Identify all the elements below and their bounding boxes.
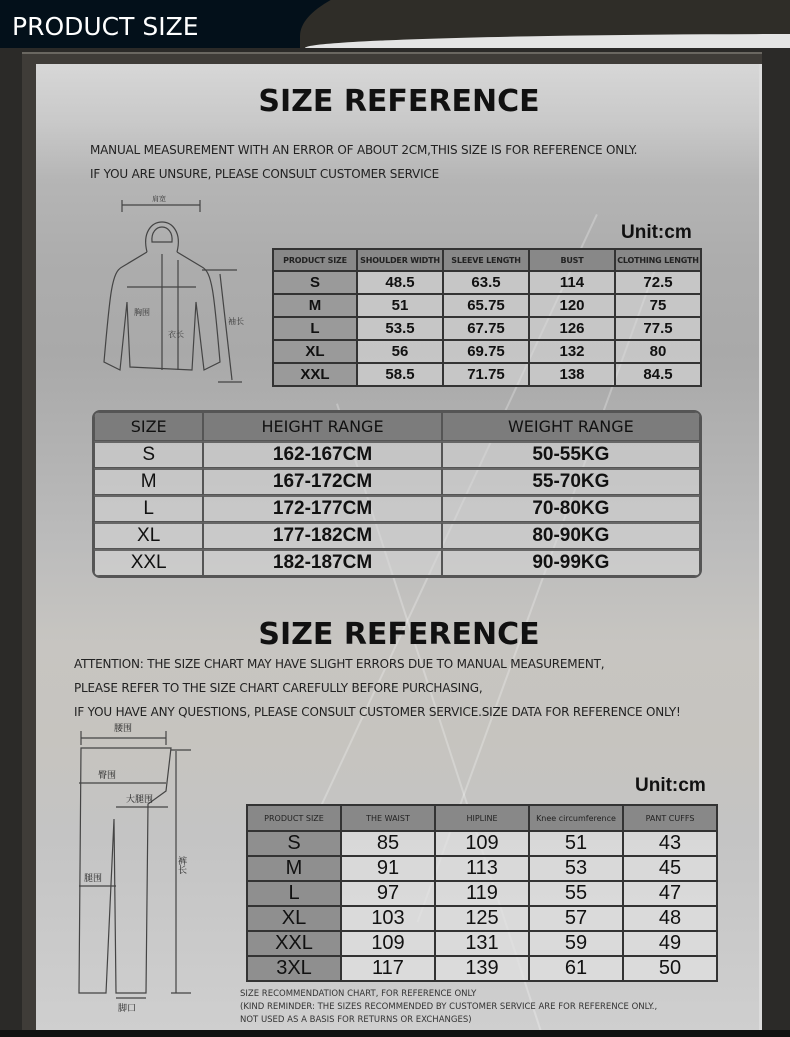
sleeve-cell: 69.75 [443,340,529,363]
table-row [273,294,701,317]
size-cell: 3XL [247,956,341,981]
page-header [0,0,790,48]
size-cell: L [94,495,203,522]
knee-cell: 59 [529,931,623,956]
column-header: CLOTHING LENGTH [615,249,701,271]
table-row [247,881,717,906]
size-cell: S [273,271,357,294]
sleeve-cell: 63.5 [443,271,529,294]
table-header-row [94,412,700,441]
cuff-label: 脚口 [118,1003,137,1013]
pants-section-title: SIZE REFERENCE [258,617,540,652]
cuff-cell: 48 [623,906,717,931]
hip-label: 臀围 [98,770,117,780]
size-cell: L [273,317,357,340]
bust-cell: 126 [529,317,615,340]
table-row [273,271,701,294]
table-row [94,549,700,576]
size-cell: M [273,294,357,317]
table-header-row [247,805,717,831]
sleeve-cell: 71.75 [443,363,529,386]
jacket-unit-label: Unit:cm [621,222,692,243]
length-cell: 77.5 [615,317,701,340]
height-cell: 167-172CM [203,468,441,495]
size-cell: S [94,441,203,468]
jacket-size-table [272,248,702,387]
size-cell: M [247,856,341,881]
height-cell: 177-182CM [203,522,441,549]
weight-cell: 50-55KG [442,441,700,468]
table-row [94,495,700,522]
footer-note-2: (KIND REMINDER: THE SIZES RECOMMENDED BY CUSTOMER SERVICE ARE FOR REFERENCE ONLY., [240,1002,658,1012]
bust-cell: 114 [529,271,615,294]
pants-measurement-diagram [76,721,216,1021]
waist-cell: 109 [341,931,435,956]
length-label: 裤长 [177,856,187,874]
knee-cell: 57 [529,906,623,931]
sleeve-cell: 65.75 [443,294,529,317]
cuff-cell: 49 [623,931,717,956]
jacket-note-2: IF YOU ARE UNSURE, PLEASE CONSULT CUSTOMER SERVICE [90,167,439,181]
cuff-cell: 47 [623,881,717,906]
bust-cell: 138 [529,363,615,386]
size-cell: XXL [247,931,341,956]
pants-unit-label: Unit:cm [635,775,706,796]
shoulder-label: 肩宽 [152,196,166,203]
column-header: PRODUCT SIZE [247,805,341,831]
footer-note-1: SIZE RECOMMENDATION CHART, FOR REFERENCE ONLY [240,989,477,999]
shoulder-cell: 53.5 [357,317,443,340]
column-header: SIZE [94,412,203,441]
footer-note-3: NOT USED AS A BASIS FOR RETURNS OR EXCHANGES) [240,1015,472,1025]
table-row [273,363,701,386]
length-cell: 72.5 [615,271,701,294]
table-row [273,317,701,340]
hipline-cell: 119 [435,881,529,906]
column-header: SHOULDER WIDTH [357,249,443,271]
sleeve-label: 袖长 [228,317,244,326]
hipline-cell: 139 [435,956,529,981]
table-row [273,340,701,363]
knee-cell: 61 [529,956,623,981]
length-cell: 84.5 [615,363,701,386]
bust-cell: 120 [529,294,615,317]
table-row [247,956,717,981]
knee-cell: 55 [529,881,623,906]
table-row [247,831,717,856]
bust-cell: 132 [529,340,615,363]
waist-cell: 97 [341,881,435,906]
shoulder-cell: 56 [357,340,443,363]
column-header: BUST [529,249,615,271]
height-cell: 182-187CM [203,549,441,576]
pants-note-2: PLEASE REFER TO THE SIZE CHART CAREFULLY BEFORE PURCHASING, [74,681,483,695]
hipline-cell: 109 [435,831,529,856]
weight-cell: 90-99KG [442,549,700,576]
pants-note-3: IF YOU HAVE ANY QUESTIONS, PLEASE CONSULT CUSTOMER SERVICE.SIZE DATA FOR REFERENCE ONLY! [74,705,681,719]
height-cell: 162-167CM [203,441,441,468]
waist-cell: 85 [341,831,435,856]
height-weight-table [92,410,702,578]
size-cell: L [247,881,341,906]
pants-note-1: ATTENTION: THE SIZE CHART MAY HAVE SLIGHT ERRORS DUE TO MANUAL MEASUREMENT, [74,657,605,671]
pants-size-table [246,804,718,982]
column-header: Knee circumference [529,805,623,831]
size-cell: XL [273,340,357,363]
knee-label: 腿围 [84,873,103,883]
size-chart-panel [36,64,762,1030]
size-cell: M [94,468,203,495]
column-header: PANT CUFFS [623,805,717,831]
table-row [247,856,717,881]
bottom-bar [0,1030,790,1037]
waist-cell: 103 [341,906,435,931]
weight-cell: 55-70KG [442,468,700,495]
column-header: SLEEVE LENGTH [443,249,529,271]
column-header: PRODUCT SIZE [273,249,357,271]
waist-cell: 117 [341,956,435,981]
jacket-section-title: SIZE REFERENCE [258,84,540,119]
weight-cell: 70-80KG [442,495,700,522]
shoulder-cell: 58.5 [357,363,443,386]
column-header: HEIGHT RANGE [203,412,441,441]
waist-label: 腰围 [114,723,133,733]
table-row [94,468,700,495]
size-cell: XXL [273,363,357,386]
column-header: WEIGHT RANGE [442,412,700,441]
column-header: THE WAIST [341,805,435,831]
table-row [94,441,700,468]
length-label: 衣长 [168,330,184,339]
knee-cell: 51 [529,831,623,856]
size-cell: XL [247,906,341,931]
hipline-cell: 125 [435,906,529,931]
length-cell: 75 [615,294,701,317]
cuff-cell: 50 [623,956,717,981]
size-cell: S [247,831,341,856]
length-cell: 80 [615,340,701,363]
size-cell: XXL [94,549,203,576]
knee-cell: 53 [529,856,623,881]
thigh-label: 大腿围 [126,794,154,804]
weight-cell: 80-90KG [442,522,700,549]
jacket-note-1: MANUAL MEASUREMENT WITH AN ERROR OF ABOUT 2CM,THIS SIZE IS FOR REFERENCE ONLY. [90,143,638,157]
cuff-cell: 45 [623,856,717,881]
jacket-measurement-diagram [92,192,252,392]
header-title: PRODUCT SIZE [12,12,199,41]
hipline-cell: 131 [435,931,529,956]
table-header-row [273,249,701,271]
table-row [247,931,717,956]
height-cell: 172-177CM [203,495,441,522]
hipline-cell: 113 [435,856,529,881]
size-cell: XL [94,522,203,549]
cuff-cell: 43 [623,831,717,856]
column-header: HIPLINE [435,805,529,831]
chest-label: 胸围 [134,308,150,317]
table-row [247,906,717,931]
waist-cell: 91 [341,856,435,881]
shoulder-cell: 51 [357,294,443,317]
table-row [94,522,700,549]
shoulder-cell: 48.5 [357,271,443,294]
sleeve-cell: 67.75 [443,317,529,340]
